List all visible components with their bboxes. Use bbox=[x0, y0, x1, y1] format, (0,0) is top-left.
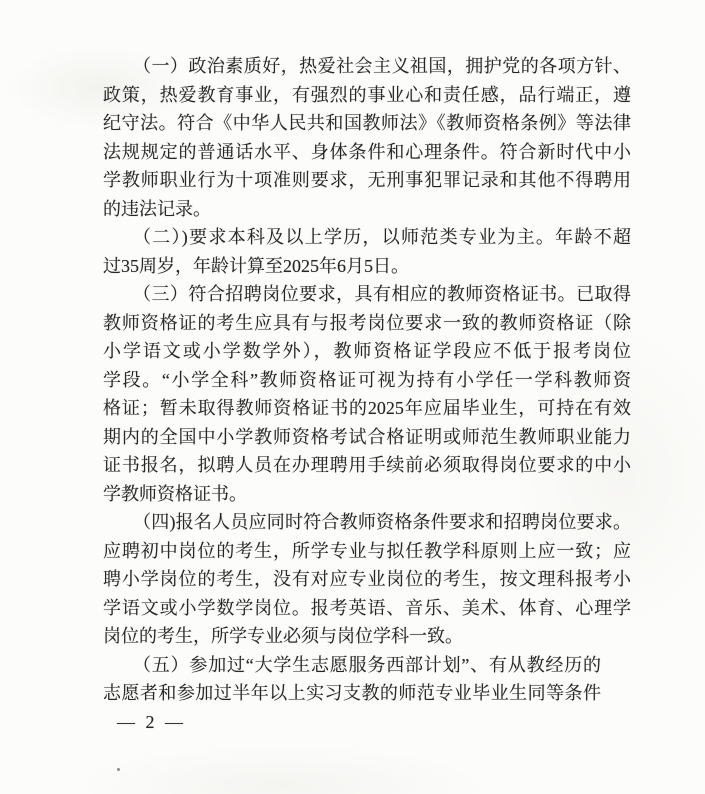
text-line: 过35周岁，年龄计算至2025年6月5日。 bbox=[103, 255, 409, 276]
text-line: （三）符合招聘岗位要求，具有相应的教师资格证书。已取得 bbox=[133, 284, 631, 304]
text-line: （一）政治素质好，热爱社会主义祖国，拥护党的各项方针、 bbox=[133, 56, 631, 76]
text-line: 证书报名，拟聘人员在办理聘用手续前必须取得岗位要求的中小 bbox=[103, 455, 631, 475]
text-line: 聘小学岗位的考生，没有对应专业岗位的考生，按文理科报考小 bbox=[103, 569, 631, 589]
text-line: 学教师职业行为十项准则要求，无刑事犯罪记录和其他不得聘用 bbox=[103, 170, 631, 190]
text-line: 学段。“小学全科”教师资格证可视为持有小学任一学科教师资 bbox=[103, 369, 631, 390]
document-body bbox=[103, 52, 631, 736]
text-line: 学教师资格证书。 bbox=[103, 483, 247, 504]
text-line: 小学语文或小学数学外），教师资格证学段应不低于报考岗位 bbox=[103, 341, 631, 361]
text-line: （四)报名人员应同时符合教师资格条件要求和招聘岗位要求。 bbox=[133, 512, 631, 532]
text-line: 政策，热爱教育事业，有强烈的事业心和责任感，品行端正，遵 bbox=[103, 84, 631, 105]
text-line: 的违法记录。 bbox=[103, 198, 211, 219]
text-line: 岗位的考生，所学专业必须与岗位学科一致。 bbox=[103, 626, 463, 646]
text-line: 法规规定的普通话水平、身体条件和心理条件。符合新时代中小 bbox=[103, 141, 631, 162]
text-line: （二）)要求本科及以上学历，以师范类专业为主。年龄不超 bbox=[133, 227, 631, 247]
scan-speck bbox=[117, 768, 120, 771]
text-line: 学语文或小学数学岗位。报考英语、音乐、美术、体育、心理学 bbox=[103, 597, 631, 618]
text-line: （五）参加过“大学生志愿服务西部计划”、有从教经历的 bbox=[133, 654, 601, 675]
text-line: 纪守法。符合《中华人民共和国教师法》《教师资格条例》等法律 bbox=[103, 113, 631, 133]
text-line: 格证；暂未取得教师资格证书的2025年应届毕业生，可持在有效 bbox=[103, 398, 631, 418]
text-line: 志愿者和参加过半年以上实习支教的师范专业毕业生同等条件 bbox=[103, 683, 601, 703]
text-line: 期内的全国中小学教师资格考试合格证明或师范生教师职业能力 bbox=[103, 426, 631, 447]
text-line: 教师资格证的考生应具有与报考岗位要求一致的教师资格证（除 bbox=[103, 312, 631, 333]
page-number: — 2 — bbox=[117, 711, 186, 732]
text-line: 应聘初中岗位的考生，所学专业与拟任教学科原则上应一致；应 bbox=[103, 540, 631, 561]
